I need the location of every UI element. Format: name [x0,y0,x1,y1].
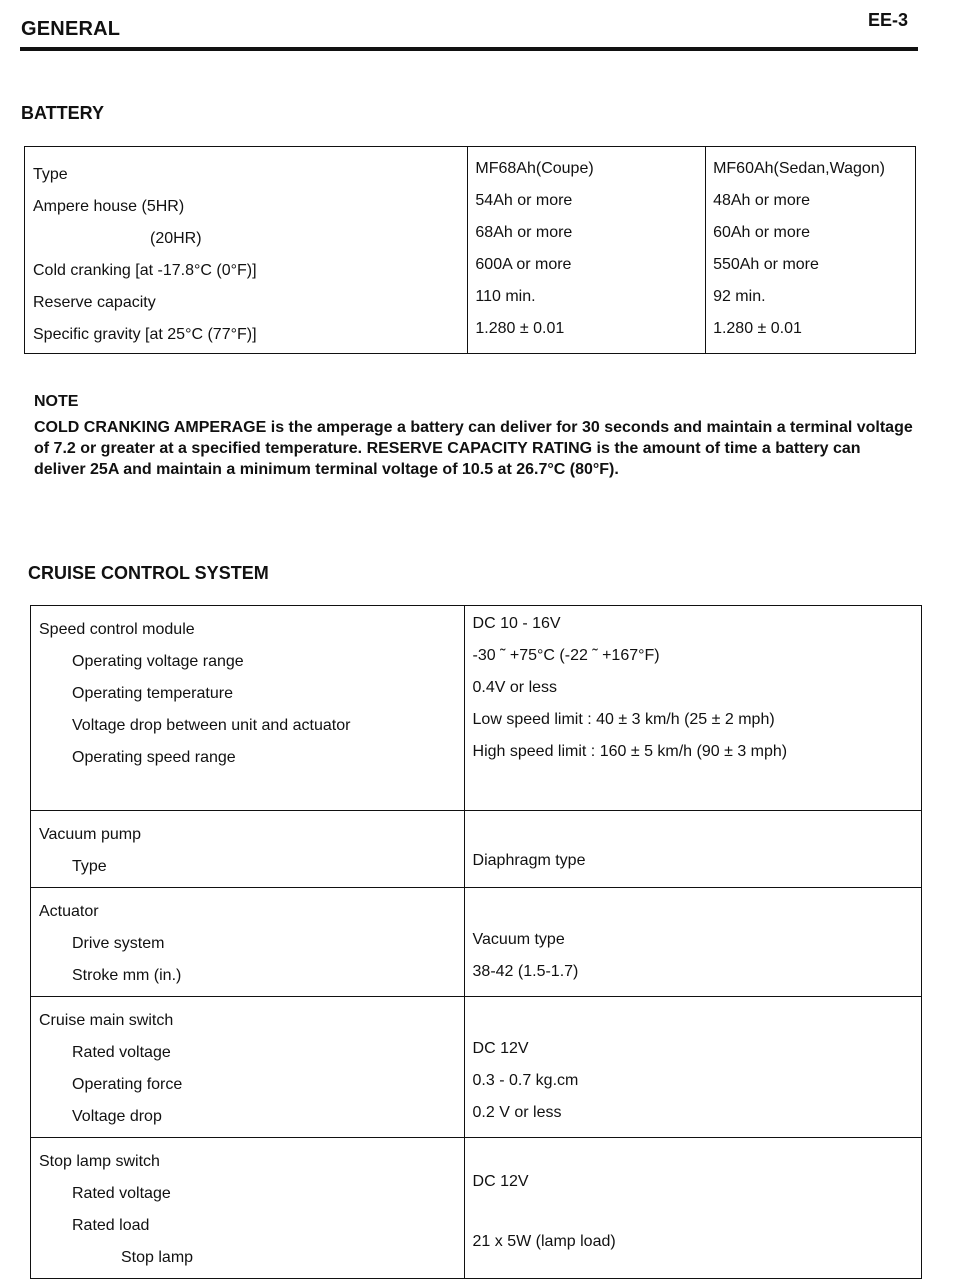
spec-label: Operating speed range [72,749,236,766]
table-row [31,1138,922,1279]
battery-sedan-value: 48Ah or more [713,192,810,209]
cruise-section-title: CRUISE CONTROL SYSTEM [28,563,269,583]
note-label: NOTE [34,393,79,410]
spacer [31,774,464,806]
header-rule [20,47,918,51]
battery-label: Type [33,166,68,183]
note-text: COLD CRANKING AMPERAGE is the amperage a battery can deliver for 30 seconds and maintain a terminal voltage of 7.2 or greater at a specified temperature. RESERVE CAPACITY RATING is the amount of time a battery can deliver 25A and maintain a minimum terminal voltage of 10.5 at 26.7°C (80°F). [34,419,913,478]
battery-coupe-value: 110 min. [475,288,536,305]
group-heading: Stop lamp switch [39,1153,160,1170]
battery-label: Cold cranking [at -17.8°C (0°F)] [33,262,257,279]
spec-value: Low speed limit : 40 ± 3 km/h (25 ± 2 mph) [472,711,775,728]
spec-value: Vacuum type [472,931,565,948]
table-row [31,997,922,1138]
spec-label: Rated voltage [72,1044,171,1061]
spec-value: 0.3 - 0.7 kg.cm [472,1072,579,1089]
spec-value: -30 ˜ +75°C (-22 ˜ +167°F) [472,647,660,664]
spec-label: Voltage drop between unit and actuator [72,717,351,734]
spacer [465,896,921,924]
battery-coupe-value: MF68Ah(Coupe) [475,160,594,177]
actuator-label-cell [31,888,465,997]
battery-label: (20HR) [150,230,202,247]
battery-label: Reserve capacity [33,294,156,311]
table-row [25,147,916,354]
battery-label: Ampere house (5HR) [33,198,185,215]
stop-lamp-value-cell [464,1138,921,1279]
battery-coupe-value: 600A or more [475,256,572,273]
spec-value: DC 10 - 16V [472,615,561,632]
page-header-title: GENERAL [21,18,121,40]
battery-sedan-column [706,147,916,354]
vacuum-pump-value-cell [464,811,921,888]
group-heading: Vacuum pump [39,826,141,843]
actuator-value-cell [464,888,921,997]
spec-value: Diaphragm type [472,852,586,869]
spec-value: 38-42 (1.5-1.7) [472,963,579,980]
spec-value: 0.4V or less [472,679,558,696]
battery-spec-table [24,146,916,354]
cruise-spec-table [30,605,922,1279]
table-row [31,888,922,997]
battery-section-title: BATTERY [21,103,104,123]
battery-label: Specific gravity [at 25°C (77°F)] [33,326,257,343]
main-switch-label-cell [31,997,465,1138]
spec-label: Voltage drop [72,1108,162,1125]
battery-coupe-value: 54Ah or more [475,192,573,209]
battery-coupe-value: 1.280 ± 0.01 [475,320,565,337]
battery-sedan-value: 60Ah or more [713,224,810,241]
group-heading: Cruise main switch [39,1012,174,1029]
spec-value: DC 12V [472,1040,529,1057]
battery-sedan-value: 550Ah or more [713,256,819,273]
vacuum-pump-label-cell [31,811,465,888]
battery-sedan-value: 92 min. [713,288,766,305]
spec-label: Type [72,858,107,875]
spacer [465,1146,921,1166]
spec-label: Operating force [72,1076,183,1093]
spacer [465,819,921,845]
group-heading: Actuator [39,903,99,920]
spec-label: Rated load [72,1217,150,1234]
spacer [465,1005,921,1033]
table-row [31,606,922,811]
battery-coupe-value: 68Ah or more [475,224,573,241]
spec-label: Stop lamp [121,1249,194,1266]
spec-label: Rated voltage [72,1185,171,1202]
group-heading: Speed control module [39,621,195,638]
spacer [465,1198,921,1226]
page-number: EE-3 [868,10,909,30]
spec-label: Stroke mm (in.) [72,967,182,984]
spec-value: DC 12V [472,1173,529,1190]
spec-label: Drive system [72,935,165,952]
battery-label-column [25,147,468,354]
spec-value: 21 x 5W (lamp load) [472,1233,616,1250]
battery-sedan-value: MF60Ah(Sedan,Wagon) [713,160,885,177]
battery-coupe-column [468,147,706,354]
spec-value: High speed limit : 160 ± 5 km/h (90 ± 3 mph) [472,743,788,760]
spec-value: 0.2 V or less [472,1104,562,1121]
main-switch-value-cell [464,997,921,1138]
stop-lamp-label-cell [31,1138,465,1279]
table-row [31,811,922,888]
spec-label: Operating temperature [72,685,233,702]
spec-label: Operating voltage range [72,653,244,670]
module-value-cell [464,606,921,811]
module-label-cell [31,606,465,811]
battery-sedan-value: 1.280 ± 0.01 [713,320,802,337]
